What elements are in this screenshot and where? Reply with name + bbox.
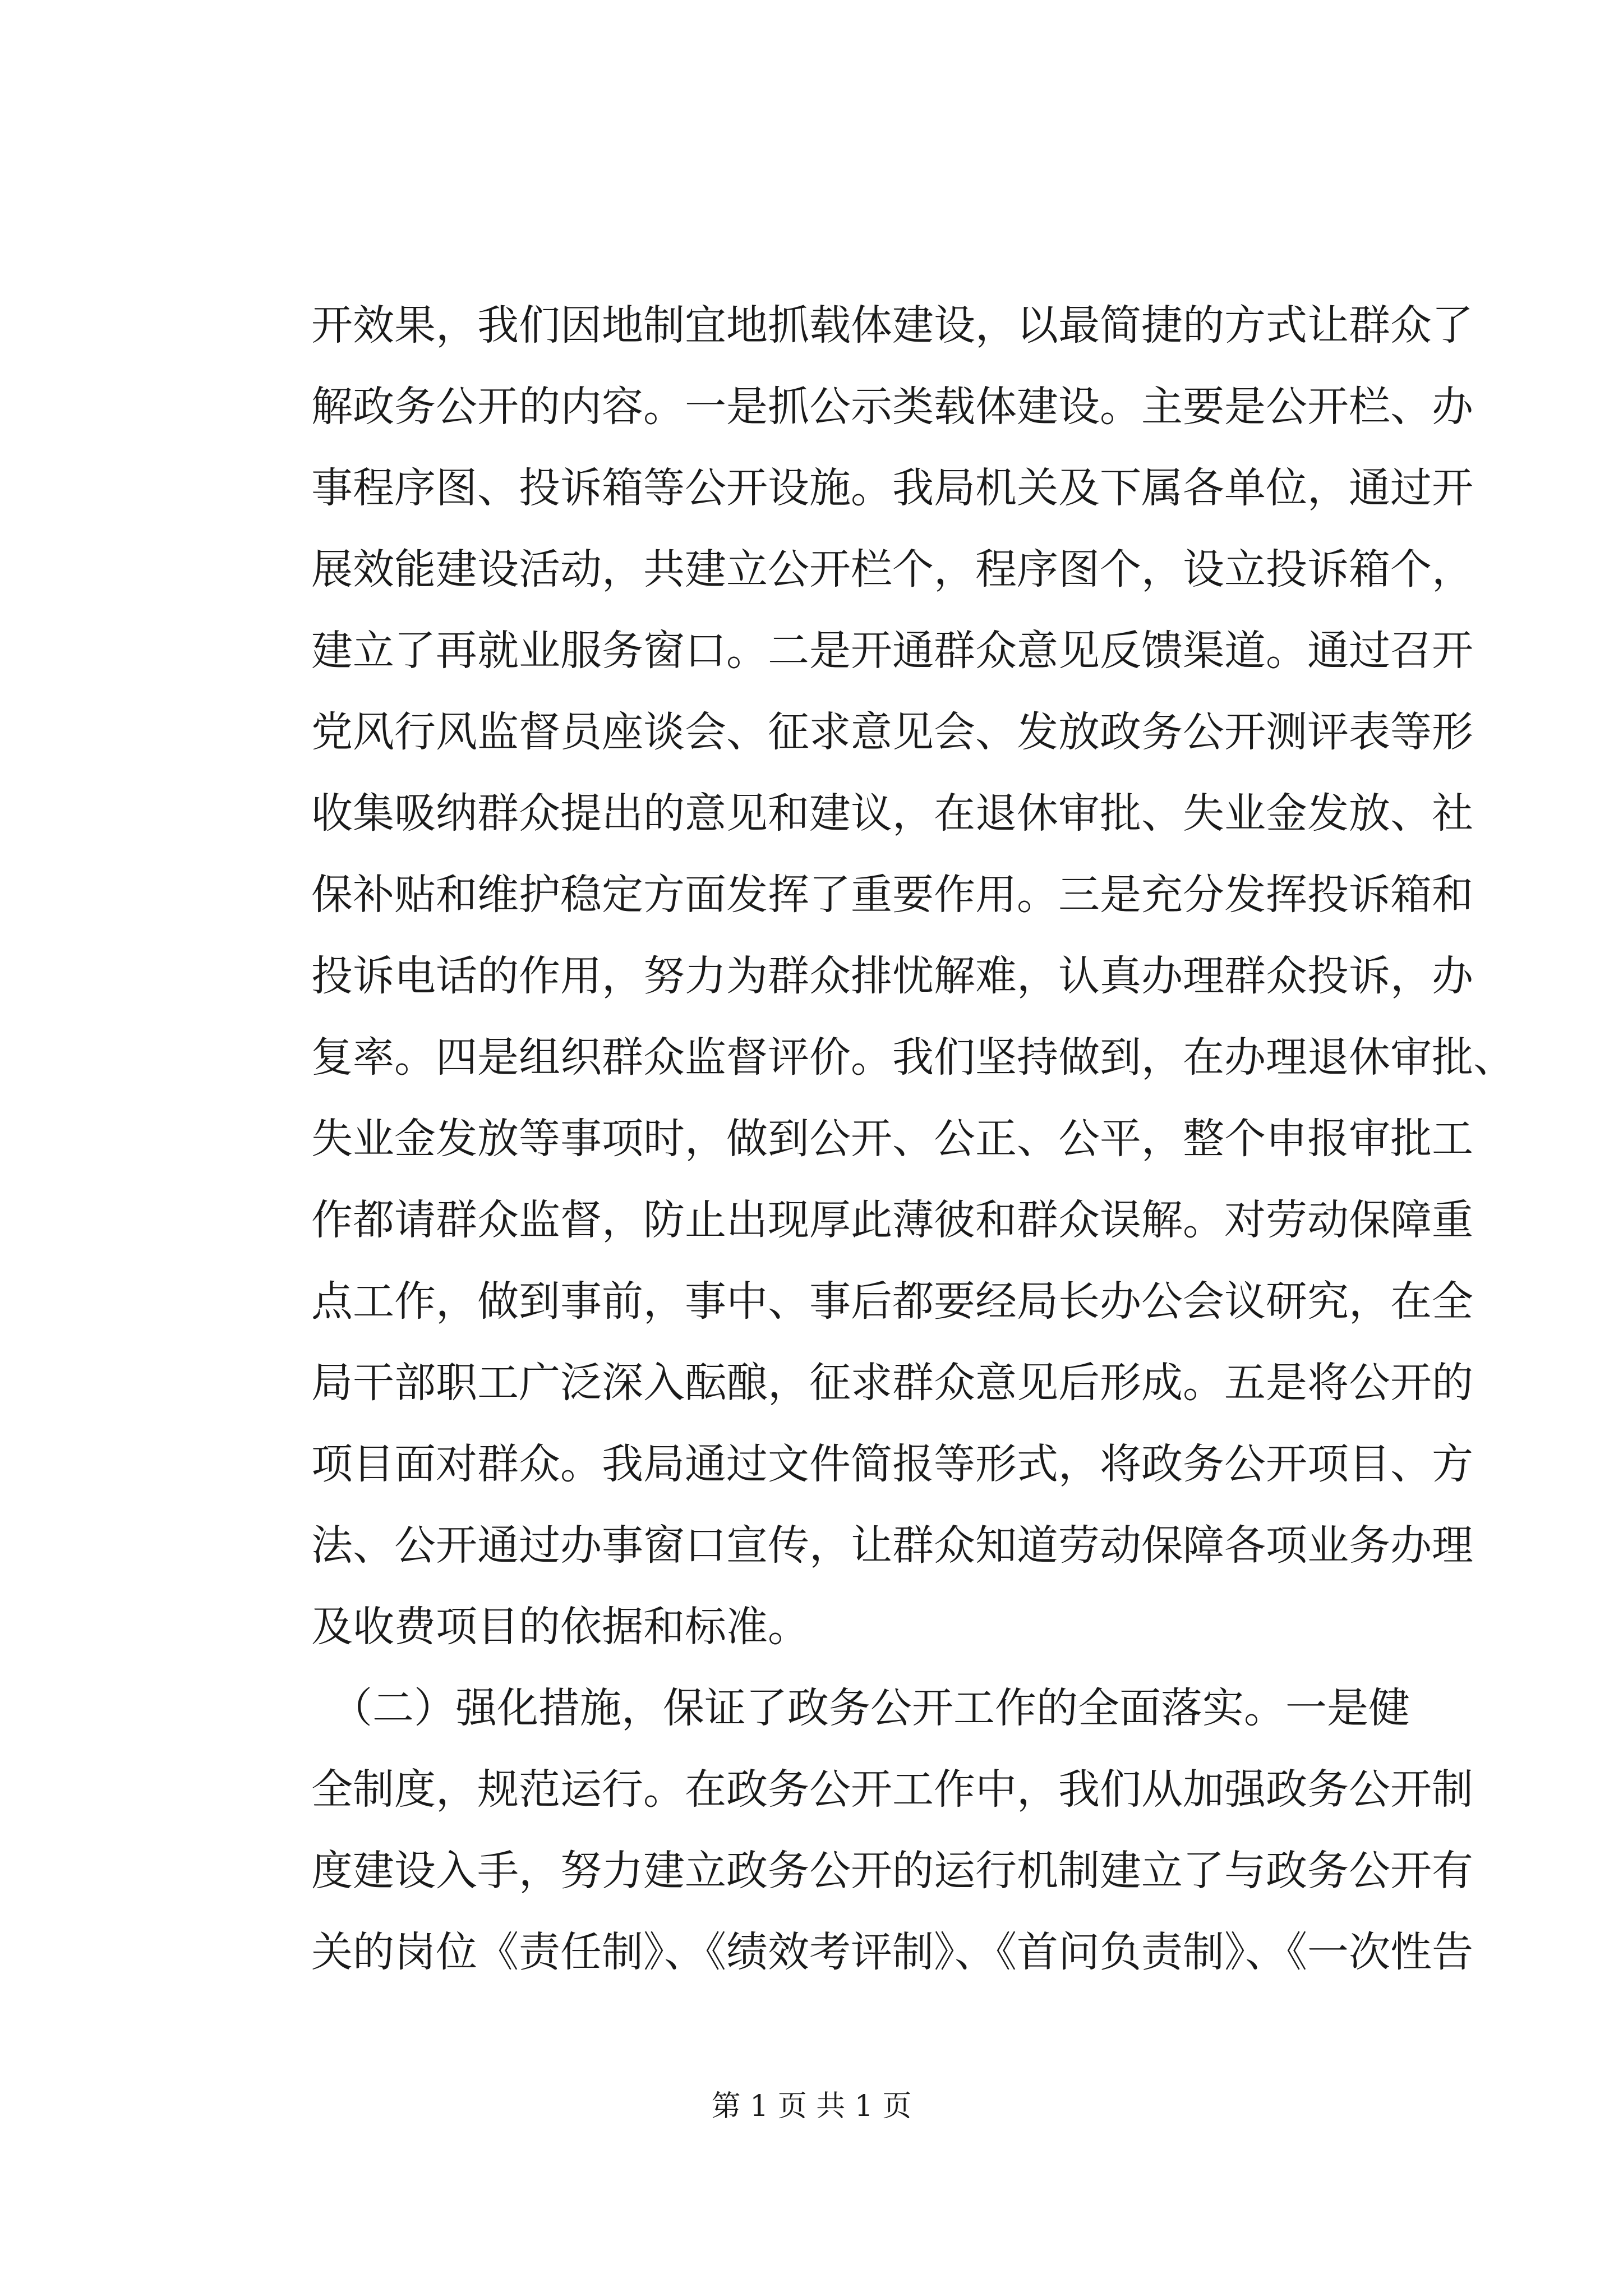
body-text-line: 失业金发放等事项时，做到公开、公正、公平，整个申报审批工 <box>311 1115 1473 1163</box>
body-text-line: 复率。四是组织群众监督评价。我们坚持做到，在办理退休审批、 <box>311 1033 1515 1082</box>
body-text-line: 全制度，规范运行。在政务公开工作中，我们从加强政务公开制 <box>311 1765 1473 1814</box>
body-text-line: 展效能建设活动，共建立公开栏个，程序图个，设立投诉箱个， <box>311 545 1473 593</box>
body-text-line: 开效果，我们因地制宜地抓载体建设，以最简捷的方式让群众了 <box>311 301 1473 349</box>
body-text-line: 收集吸纳群众提出的意见和建议，在退休审批、失业金发放、社 <box>311 789 1473 838</box>
section-heading-line: （二）强化措施，保证了政务公开工作的全面落实。一是健 <box>331 1684 1410 1732</box>
body-text-line: 法、公开通过办事窗口宣传，让群众知道劳动保障各项业务办理 <box>311 1521 1473 1570</box>
body-text-line: 局干部职工广泛深入酝酿，征求群众意见后形成。五是将公开的 <box>311 1359 1473 1407</box>
body-text-line: 建立了再就业服务窗口。二是开通群众意见反馈渠道。通过召开 <box>311 627 1473 675</box>
body-text-line: 保补贴和维护稳定方面发挥了重要作用。三是充分发挥投诉箱和 <box>311 871 1473 919</box>
body-text-line: 关的岗位《责任制》、《绩效考评制》、《首问负责制》、《一次性告 <box>311 1928 1473 1976</box>
body-text-line: 作都请群众监督，防止出现厚此薄彼和群众误解。对劳动保障重 <box>311 1196 1473 1244</box>
body-text-line: 及收费项目的依据和标准。 <box>311 1603 809 1651</box>
page-footer: 第 1 页 共 1 页 <box>711 2090 912 2123</box>
body-text-line: 事程序图、投诉箱等公开设施。我局机关及下属各单位，通过开 <box>311 464 1473 512</box>
body-text-line: 投诉电话的作用，努力为群众排忧解难，认真办理群众投诉，办 <box>311 952 1473 1000</box>
body-text-line: 度建设入手，努力建立政务公开的运行机制建立了与政务公开有 <box>311 1847 1473 1895</box>
body-text-line: 党风行风监督员座谈会、征求意见会、发放政务公开测评表等形 <box>311 708 1473 756</box>
body-text-line: 点工作，做到事前，事中、事后都要经局长办公会议研究，在全 <box>311 1277 1473 1326</box>
body-text-line: 项目面对群众。我局通过文件简报等形式，将政务公开项目、方 <box>311 1440 1473 1488</box>
body-text-line: 解政务公开的内容。一是抓公示类载体建设。主要是公开栏、办 <box>311 383 1473 431</box>
